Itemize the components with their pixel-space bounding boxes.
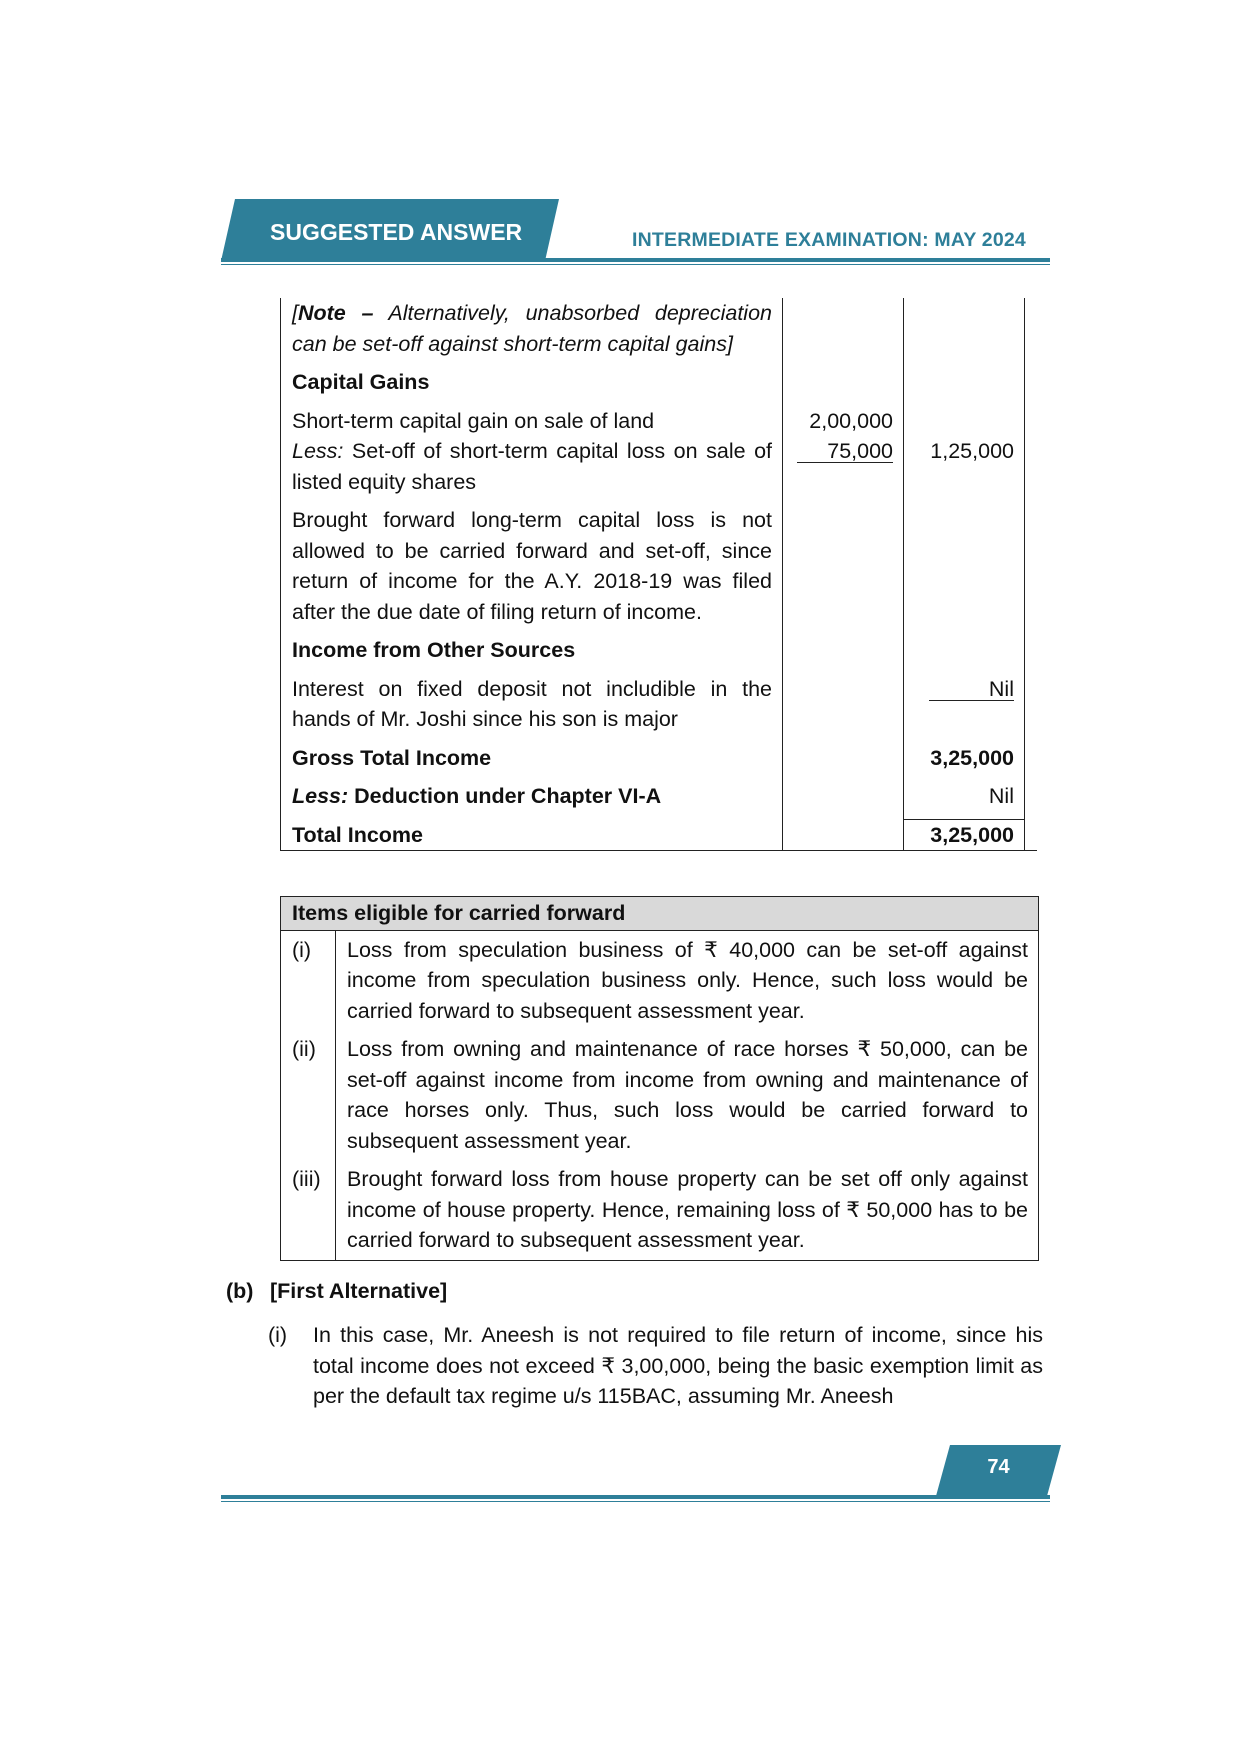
capital-gains-total: 1,25,000 bbox=[904, 436, 1025, 505]
table-row bbox=[280, 505, 1037, 635]
exam-title: INTERMEDIATE EXAMINATION: MAY 2024 bbox=[632, 229, 1026, 251]
deduction-less: Less: bbox=[292, 784, 349, 808]
table-row bbox=[280, 298, 1037, 367]
list-item bbox=[281, 1030, 1038, 1160]
ltcl-note: Brought forward long-term capital loss is not allowed to be carried forward and set-off, since return of income for the A.Y. 2018-19 was filed after the due date of filing return of income. bbox=[280, 505, 783, 635]
header-tab-label: SUGGESTED ANSWER bbox=[270, 219, 523, 245]
note-text: Alternatively, unabsorbed depreciation can be set-off against short-term capital gains] bbox=[292, 301, 773, 356]
carry-forward-heading: Items eligible for carried forward bbox=[281, 897, 1038, 931]
part-b-item-text: In this case, Mr. Aneesh is not required to file return of income, since his total income does not exceed ₹ 3,00,000, being the basic exemption limit as per the default tax regime u/s 115BAC, assuming Mr. Aneesh bbox=[313, 1323, 1043, 1408]
item-text: Loss from owning and maintenance of race horses ₹ 50,000, can be set-off against income from income from owning and maintenance of race horses only. Thus, such loss would be carried forward to subsequent assessment year. bbox=[347, 1037, 1028, 1153]
total-income-amount: 3,25,000 bbox=[904, 820, 1025, 851]
total-cell bbox=[904, 298, 1025, 367]
note-bracket: [ bbox=[292, 301, 298, 325]
part-b-label: (b) bbox=[226, 1279, 254, 1303]
gti-amount: 3,25,000 bbox=[904, 743, 1025, 782]
header-rule bbox=[221, 258, 1050, 262]
list-item bbox=[281, 1160, 1038, 1260]
table-row bbox=[280, 674, 1037, 743]
part-b-item bbox=[268, 1320, 1043, 1412]
item-number: (iii) bbox=[281, 1160, 336, 1260]
interest-amount: Nil bbox=[929, 678, 1014, 701]
list-item bbox=[281, 931, 1038, 1031]
item-number: (ii) bbox=[281, 1030, 336, 1160]
table-row bbox=[280, 635, 1037, 674]
part-b-title: [First Alternative] bbox=[270, 1279, 448, 1303]
deduction-amount: Nil bbox=[904, 781, 1025, 820]
part-b-item-number: (i) bbox=[268, 1323, 288, 1347]
item-text: Brought forward loss from house property can be set off only against income of house property. Hence, remaining loss of ₹ 50,000 has to be carried forward to subsequent assessment year. bbox=[347, 1167, 1028, 1252]
part-b-heading bbox=[226, 1279, 447, 1304]
stcg-label: Short-term capital gain on sale of land bbox=[280, 406, 783, 437]
total-income-label: Total Income bbox=[280, 820, 783, 851]
carry-forward-table bbox=[280, 896, 1039, 1261]
other-sources-heading: Income from Other Sources bbox=[280, 635, 783, 674]
table-row bbox=[280, 367, 1037, 406]
capital-gains-heading: Capital Gains bbox=[280, 367, 783, 406]
less-label: Less: bbox=[292, 439, 344, 463]
amount-cell bbox=[783, 298, 904, 367]
page-number: 74 bbox=[987, 1456, 1010, 1478]
table-row bbox=[280, 781, 1037, 820]
deduction-label: Deduction under Chapter VI-A bbox=[348, 784, 662, 808]
table-row bbox=[280, 436, 1037, 505]
setoff-amount: 75,000 bbox=[797, 440, 893, 463]
note-cell bbox=[280, 298, 783, 367]
table-row bbox=[280, 406, 1037, 437]
footer-rule-thin bbox=[221, 1501, 1050, 1502]
header-rule-thin bbox=[221, 264, 1050, 265]
interest-label: Interest on fixed deposit not includible in the hands of Mr. Joshi since his son is major bbox=[280, 674, 783, 743]
item-text: Loss from speculation business of ₹ 40,000 can be set-off against income from speculation business only. Hence, such loss would be carried forward to subsequent assessment year. bbox=[347, 937, 1028, 1023]
deduction-cell bbox=[280, 781, 783, 820]
footer-rule bbox=[221, 1495, 1050, 1499]
gti-label: Gross Total Income bbox=[280, 743, 783, 782]
income-computation-table bbox=[280, 298, 1037, 851]
table-row bbox=[280, 820, 1037, 852]
stcg-amount: 2,00,000 bbox=[783, 406, 904, 437]
setoff-label: Set-off of short-term capital loss on sale of listed equity shares bbox=[292, 439, 772, 494]
item-number: (i) bbox=[281, 931, 336, 1031]
setoff-cell bbox=[280, 436, 783, 505]
table-row bbox=[280, 743, 1037, 782]
note-label: Note – bbox=[297, 301, 374, 325]
